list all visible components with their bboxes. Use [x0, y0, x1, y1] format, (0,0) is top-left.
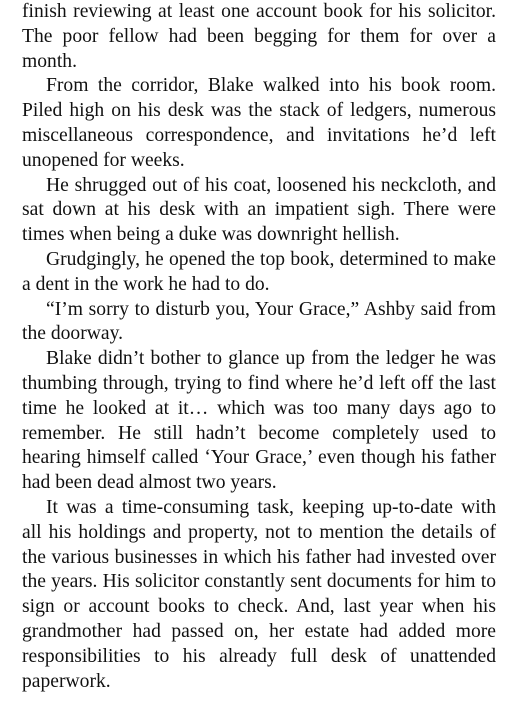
- book-page: [22, 0, 496, 694]
- paragraph-6: Blake didn’t bother to glance up from the ledger he was thumbing through, trying to find where he’d left off the last time he looked at it… which was too many days ago to remember. He still hadn’t become completely used to hearing himself called ‘Your Grace,’ even though his father had been dead almost two years.: [22, 348, 496, 494]
- paragraph-4: Grudgingly, he opened the top book, determined to make a dent in the work he had to do.: [22, 248, 496, 295]
- paragraph-2: From the corridor, Blake walked into his book room. Piled high on his desk was the stack of ledgers, numerous miscellaneous correspondence, and invitations he’d left unopened for weeks.: [22, 75, 496, 171]
- paragraph-1: finish reviewing at least one account book for his solicitor. The poor fellow had been begging for them for over a month.: [22, 1, 496, 72]
- paragraph-3: He shrugged out of his coat, loosened his neckcloth, and sat down at his desk with an impatient sigh. There were times when being a duke was downright hellish.: [22, 174, 496, 246]
- paragraph-5: “I’m sorry to disturb you, Your Grace,” Ashby said from the doorway.: [22, 298, 496, 345]
- paragraph-7: It was a time-consuming task, keeping up-to-date with all his holdings and property, not to mention the details of the various businesses in which his father had invested over the years. His solicitor constantly sent documents for him to sign or account books to check. And, last year when his grandmother had passed on, her estate had added more responsibilities to his already full desk of unattended paperwork.: [22, 496, 496, 692]
